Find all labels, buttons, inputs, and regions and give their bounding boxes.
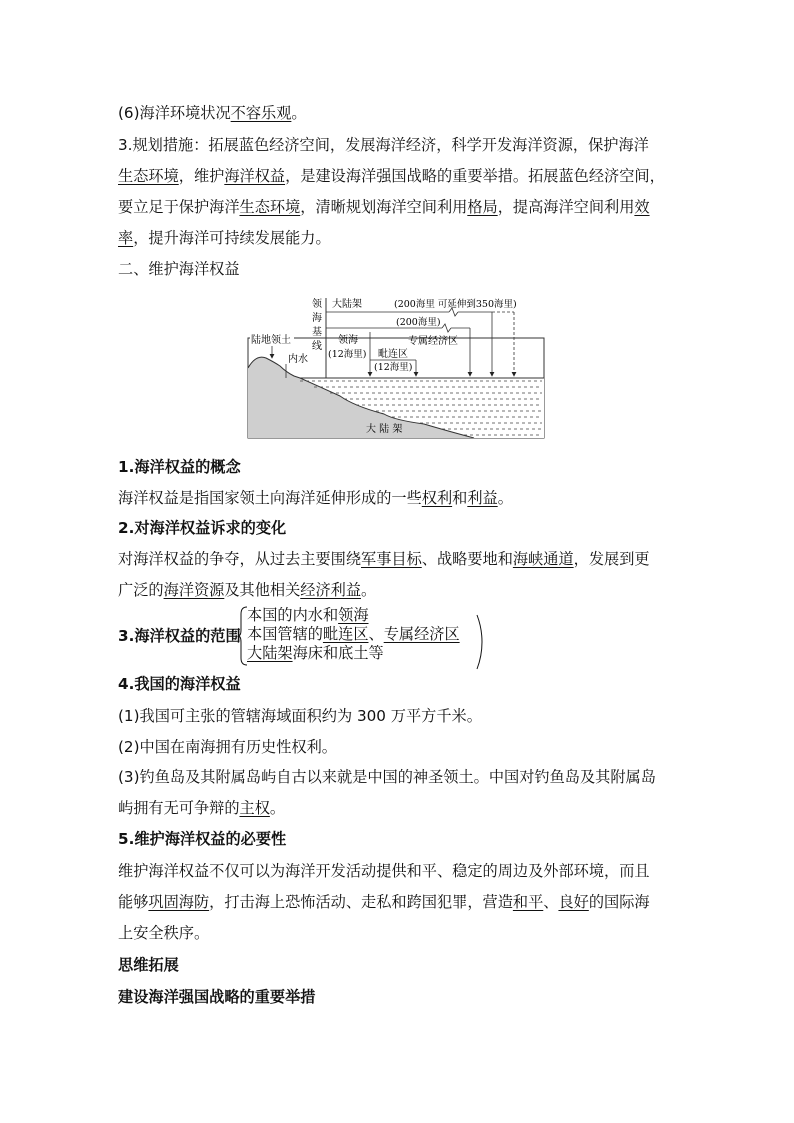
eez-label: 专属经济区 (408, 336, 458, 347)
heading-strategy-measures: 建设海洋强国战略的重要举措 (118, 988, 316, 1006)
scope-brace-right (476, 614, 484, 670)
contiguous-zone-label: 毗连区 (378, 349, 408, 360)
planning-measures-line-2: 生态环境，维护海洋权益，是建设海洋强国战略的重要举措。拓展蓝色经济空间， (118, 167, 665, 185)
heading-rights-scope: 3.海洋权益的范围 (118, 627, 241, 645)
china-rights-item-2: (2)中国在南海拥有历史性权利。 (118, 738, 337, 756)
china-rights-item-1: (1)我国可主张的管辖海域面积约为 300 万平方千米。 (118, 707, 482, 725)
contiguous-range-label: (12海里) (374, 362, 413, 373)
eez-range-label: (200海里) (396, 317, 441, 328)
planning-measures-line-1: 3.规划措施：拓展蓝色经济空间，发展海洋经济，科学开发海洋资源，保护海洋 (118, 136, 649, 154)
heading-rights-demand-change: 2.对海洋权益诉求的变化 (118, 519, 287, 537)
necessity-line-1: 维护海洋权益不仅可以为海洋开发活动提供和平、稳定的周边及外部环境，而且 (118, 862, 650, 880)
shelf-range-label: (200海里 可延伸到350海里) (394, 299, 517, 310)
shelf-bottom-label: 大 陆 架 (366, 424, 403, 435)
necessity-line-3: 上安全秩序。 (118, 924, 210, 942)
scope-item-inner-waters: 本国的内水和领海 (247, 606, 369, 624)
baseline-label-3: 基 (312, 327, 322, 338)
rights-demand-line-2: 广泛的海洋资源及其他相关经济利益。 (118, 581, 377, 599)
necessity-line-2: 能够巩固海防，打击海上恐怖活动、走私和跨国犯罪，营造和平、良好的国际海 (118, 893, 650, 911)
maritime-rights-definition: 海洋权益是指国家领土向海洋延伸形成的一些权利和利益。 (118, 489, 513, 507)
inner-water-label: 内水 (288, 354, 308, 365)
heading-necessity: 5.维护海洋权益的必要性 (118, 830, 287, 848)
china-rights-item-3-line-1: (3)钓鱼岛及其附属岛屿自古以来就是中国的神圣领土。中国对钓鱼岛及其附属岛 (118, 768, 656, 786)
rights-demand-line-1: 对海洋权益的争夺，从过去主要围绕军事目标、战略要地和海峡通道，发展到更 (118, 550, 650, 568)
heading-thinking-extension: 思维拓展 (118, 956, 179, 974)
shelf-top-label: 大陆架 (332, 299, 362, 310)
china-rights-item-3-line-2: 屿拥有无可争辩的主权。 (118, 799, 286, 817)
scope-item-zones: 本国管辖的毗连区、专属经济区 (247, 625, 460, 643)
baseline-label-1: 领 (312, 299, 322, 310)
planning-measures-line-4: 率，提升海洋可持续发展能力。 (118, 229, 331, 247)
env-status-line: (6)海洋环境状况不容乐观。 (118, 104, 307, 122)
section-heading-maritime-rights: 二、维护海洋权益 (118, 260, 240, 278)
territorial-sea-label: 领海 (338, 335, 358, 346)
heading-china-maritime-rights: 4.我国的海洋权益 (118, 675, 241, 693)
rights-scope-list (247, 606, 479, 663)
baseline-label-4: 线 (312, 341, 322, 352)
territorial-range-label: (12海里) (328, 349, 367, 360)
maritime-zones-diagram (244, 292, 546, 440)
scope-item-continental-shelf: 大陆架海床和底土等 (247, 644, 384, 662)
baseline-label-2: 海 (312, 313, 322, 324)
land-territory-label: 陆地领土 (251, 335, 291, 346)
planning-measures-line-3: 要立足于保护海洋生态环境，清晰规划海洋空间利用格局，提高海洋空间利用效 (118, 198, 650, 216)
heading-maritime-rights-concept: 1.海洋权益的概念 (118, 458, 241, 476)
